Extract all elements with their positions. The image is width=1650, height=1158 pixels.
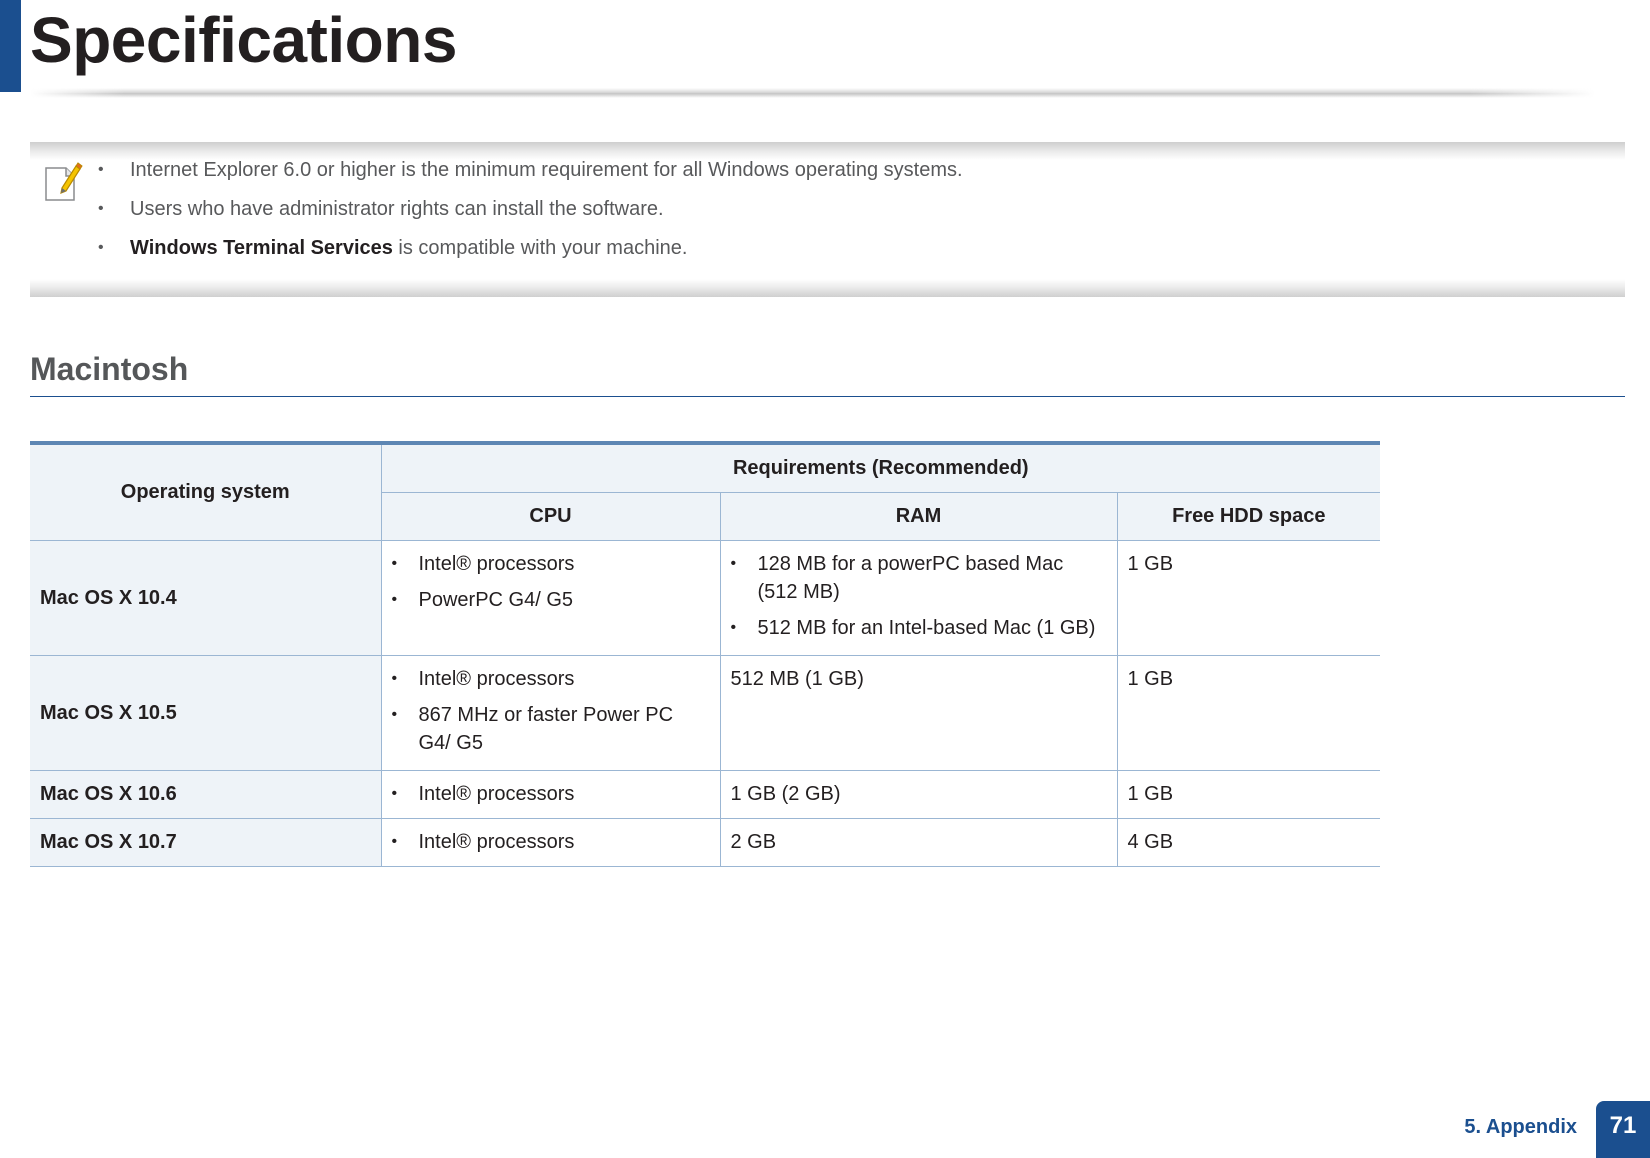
note-item: • Internet Explorer 6.0 or higher is the minimum requirement for all Windows operating systems. bbox=[98, 159, 963, 181]
hdd-cell: 1 GB bbox=[1117, 656, 1380, 771]
note-pencil-icon bbox=[42, 160, 84, 206]
list-item: • Intel® processors bbox=[392, 780, 710, 808]
page-title: Specifications bbox=[30, 4, 457, 76]
table-row bbox=[30, 771, 1380, 819]
os-cell: Mac OS X 10.7 bbox=[30, 819, 381, 867]
ram-cell: 512 MB (1 GB) bbox=[720, 656, 1117, 771]
list-item: • 512 MB for an Intel-based Mac (1 GB) bbox=[731, 614, 1107, 642]
chapter-label: 5. Appendix bbox=[1464, 1116, 1577, 1138]
os-cell: Mac OS X 10.4 bbox=[30, 541, 381, 656]
ram-cell: 1 GB (2 GB) bbox=[720, 771, 1117, 819]
list-item: • 867 MHz or faster Power PC G4/ G5 bbox=[392, 701, 710, 757]
title-divider bbox=[30, 88, 1595, 98]
os-cell: Mac OS X 10.6 bbox=[30, 771, 381, 819]
hdd-cell: 1 GB bbox=[1117, 541, 1380, 656]
table-row bbox=[30, 819, 1380, 867]
hdd-cell: 4 GB bbox=[1117, 819, 1380, 867]
header-ram: RAM bbox=[720, 493, 1117, 541]
header-requirements: Requirements (Recommended) bbox=[381, 443, 1380, 493]
note-list bbox=[96, 158, 963, 275]
section-heading: Macintosh bbox=[30, 351, 189, 387]
cpu-cell bbox=[381, 771, 720, 819]
header-operating-system: Operating system bbox=[30, 443, 381, 541]
title-accent-bar bbox=[0, 0, 21, 92]
list-item: • Intel® processors bbox=[392, 828, 710, 856]
cpu-cell bbox=[381, 819, 720, 867]
note-bottom-border bbox=[30, 279, 1625, 297]
cpu-cell bbox=[381, 656, 720, 771]
note-item: • Users who have administrator rights can install the software. bbox=[98, 198, 664, 220]
list-item: • Intel® processors bbox=[392, 550, 710, 578]
os-cell: Mac OS X 10.5 bbox=[30, 656, 381, 771]
table-row bbox=[30, 656, 1380, 771]
list-item: • Intel® processors bbox=[392, 665, 710, 693]
page-number-badge: 71 bbox=[1596, 1101, 1650, 1158]
ram-cell bbox=[720, 541, 1117, 656]
section-divider bbox=[30, 396, 1625, 397]
list-item: • 128 MB for a powerPC based Mac (512 MB) bbox=[731, 550, 1107, 606]
bullet-icon: • bbox=[98, 239, 104, 256]
ram-cell: 2 GB bbox=[720, 819, 1117, 867]
header-hdd: Free HDD space bbox=[1117, 493, 1380, 541]
cpu-cell bbox=[381, 541, 720, 656]
header-cpu: CPU bbox=[381, 493, 720, 541]
note-item: • Windows Terminal Services is compatible with your machine. bbox=[98, 237, 688, 259]
table-row bbox=[30, 541, 1380, 656]
requirements-table bbox=[30, 441, 1380, 867]
hdd-cell: 1 GB bbox=[1117, 771, 1380, 819]
list-item: • PowerPC G4/ G5 bbox=[392, 586, 710, 614]
bullet-icon: • bbox=[98, 200, 104, 217]
bullet-icon: • bbox=[98, 161, 104, 178]
